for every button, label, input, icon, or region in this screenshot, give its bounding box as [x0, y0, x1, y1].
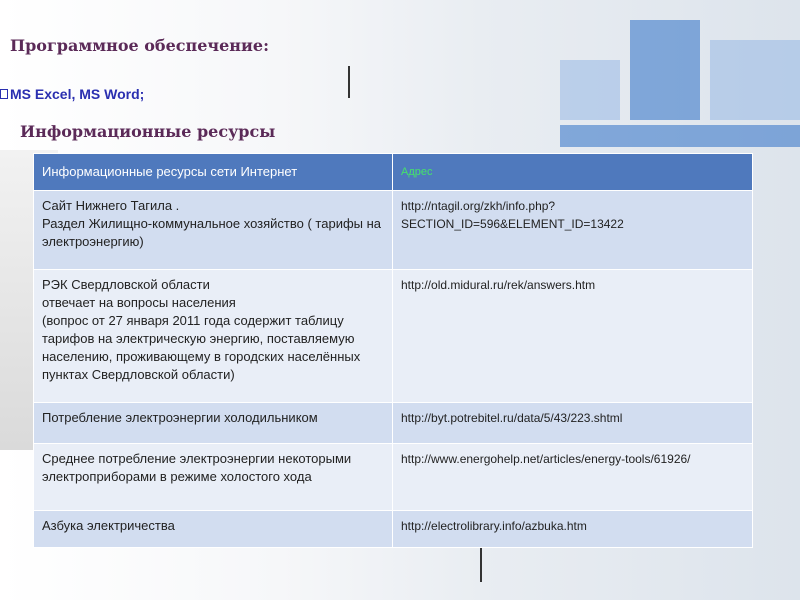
url-cell[interactable]: http://old.midural.ru/rek/answers.htm [393, 270, 753, 403]
table-row [34, 444, 753, 511]
resources-table-container [33, 153, 752, 548]
background-chart-bar [710, 40, 800, 120]
resource-cell: Азбука электричества [34, 511, 393, 548]
background-line-decoration [480, 548, 482, 582]
background-line-decoration [348, 66, 350, 98]
resources-table [33, 153, 753, 548]
url-cell[interactable]: http://electrolibrary.info/azbuka.htm [393, 511, 753, 548]
table-row [34, 191, 753, 270]
header-address: Адрес [393, 154, 753, 191]
table-row [34, 270, 753, 403]
background-chart-bar [630, 20, 700, 120]
resource-cell: Среднее потребление электроэнергии некоторыми электроприборами в режиме холостого хода [34, 444, 393, 511]
url-cell[interactable]: http://www.energohelp.net/articles/energy-tools/61926/ [393, 444, 753, 511]
url-cell[interactable]: http://ntagil.org/zkh/info.php?SECTION_ID=596&ELEMENT_ID=13422 [393, 191, 753, 270]
header-resources: Информационные ресурсы сети Интернет [34, 154, 393, 191]
bullet-box-icon [0, 89, 8, 99]
resource-cell: РЭК Свердловской области отвечает на вопросы населения (вопрос от 27 января 2011 года содержит таблицу тарифов на электрическую энергию, поставляемую населению, проживающему в городских населённых пунктах Свердловской области) [34, 270, 393, 403]
table-row [34, 511, 753, 548]
background-chart-bar [560, 125, 800, 147]
software-list [0, 86, 144, 102]
background-chart-bar [560, 60, 620, 120]
url-cell[interactable]: http://byt.potrebitel.ru/data/5/43/223.shtml [393, 403, 753, 444]
resource-cell: Потребление электроэнергии холодильником [34, 403, 393, 444]
software-heading: Программное обеспечение: [10, 36, 269, 55]
table-row [34, 403, 753, 444]
table-header-row [34, 154, 753, 191]
resources-heading: Информационные ресурсы [20, 122, 276, 141]
resource-cell: Сайт Нижнего Тагила . Раздел Жилищно-коммунальное хозяйство ( тарифы на электроэнергию) [34, 191, 393, 270]
software-list-text: MS Excel, MS Word; [10, 86, 145, 102]
